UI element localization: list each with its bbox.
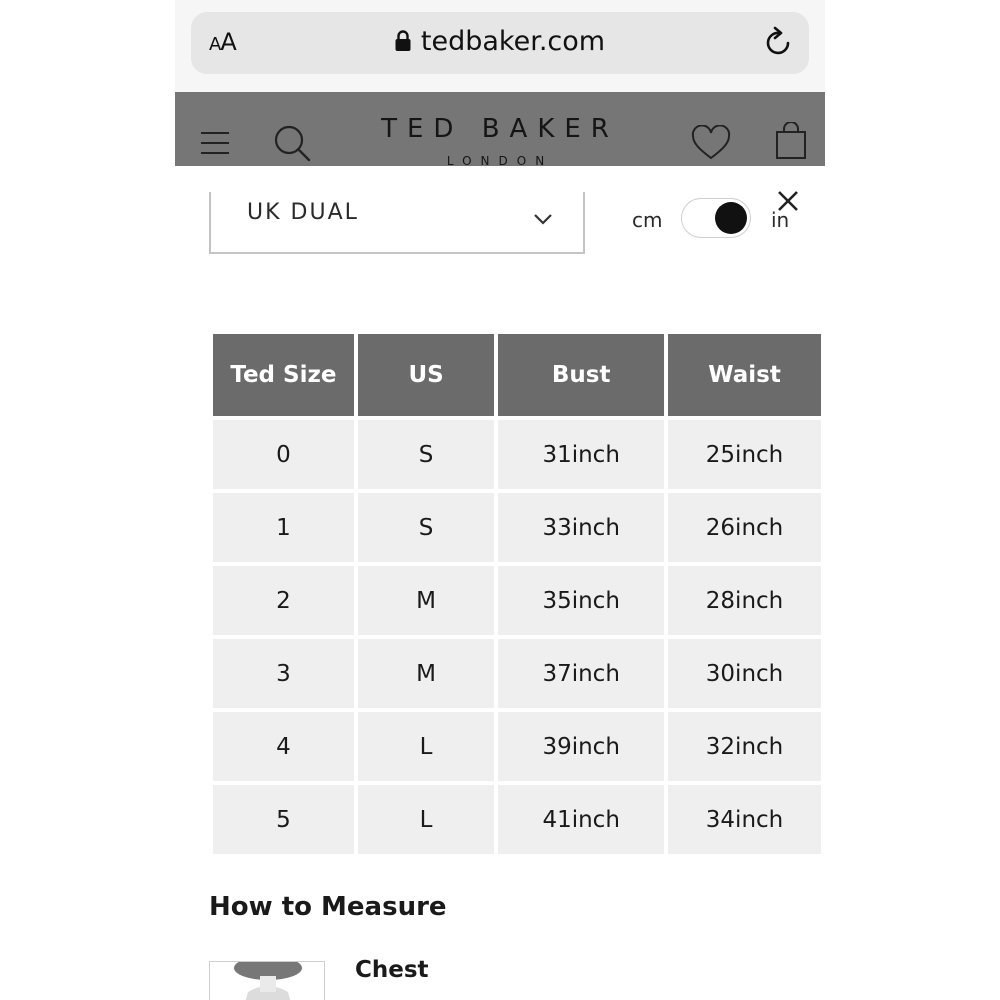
size-table-scroll[interactable] <box>209 330 821 860</box>
url-display[interactable] <box>191 26 809 57</box>
header-us: US <box>358 334 495 416</box>
table-row <box>213 785 821 854</box>
table-row <box>213 566 821 635</box>
table-row <box>213 493 821 562</box>
phone-viewport <box>175 0 825 1000</box>
unit-label-in: in <box>771 208 790 232</box>
cell-ted-size: 4 <box>213 712 354 781</box>
header-bust: Bust <box>498 334 664 416</box>
cell-bust: 37inch <box>498 639 664 708</box>
cell-bust: 41inch <box>498 785 664 854</box>
chest-label[interactable]: Chest <box>355 957 429 983</box>
brand-sub-logo: LONDON <box>446 154 554 166</box>
cell-ted-size: 1 <box>213 493 354 562</box>
table-row <box>213 712 821 781</box>
lock-icon <box>395 30 411 52</box>
bag-icon[interactable] <box>775 122 807 160</box>
cell-waist: 26inch <box>668 493 821 562</box>
unit-toggle[interactable] <box>681 198 751 238</box>
table-row <box>213 420 821 489</box>
cell-bust: 33inch <box>498 493 664 562</box>
cell-us: L <box>358 712 495 781</box>
figure-illustration <box>210 962 325 1000</box>
cell-ted-size: 2 <box>213 566 354 635</box>
cell-waist: 25inch <box>668 420 821 489</box>
cell-us: S <box>358 420 495 489</box>
cell-waist: 34inch <box>668 785 821 854</box>
reload-icon[interactable] <box>763 26 795 58</box>
aa-small-glyph: A <box>209 34 221 55</box>
table-header-row <box>213 334 821 416</box>
wishlist-icon[interactable] <box>691 125 731 161</box>
cell-waist: 28inch <box>668 566 821 635</box>
cell-ted-size: 5 <box>213 785 354 854</box>
site-header <box>175 92 825 166</box>
cell-ted-size: 0 <box>213 420 354 489</box>
unit-toggle-knob <box>715 202 747 234</box>
cell-waist: 32inch <box>668 712 821 781</box>
cell-bust: 31inch <box>498 420 664 489</box>
size-system-value: UK DUAL <box>247 200 359 225</box>
size-table <box>209 330 821 858</box>
aa-large-glyph: A <box>220 28 236 56</box>
cell-us: S <box>358 493 495 562</box>
table-row <box>213 639 821 708</box>
brand-logo[interactable]: TED BAKER <box>381 114 619 144</box>
size-system-select[interactable] <box>209 192 585 254</box>
header-ted-size: Ted Size <box>213 334 354 416</box>
cell-us: M <box>358 639 495 708</box>
url-text: tedbaker.com <box>420 26 606 57</box>
chest-measure-image <box>209 961 325 1000</box>
unit-label-cm: cm <box>632 208 663 232</box>
address-bar[interactable] <box>191 12 809 74</box>
how-to-measure-heading: How to Measure <box>209 892 447 922</box>
header-waist: Waist <box>668 334 821 416</box>
cell-us: L <box>358 785 495 854</box>
chevron-down-icon <box>533 212 553 226</box>
cell-bust: 35inch <box>498 566 664 635</box>
cell-us: M <box>358 566 495 635</box>
cell-bust: 39inch <box>498 712 664 781</box>
browser-toolbar <box>175 0 825 92</box>
cell-ted-size: 3 <box>213 639 354 708</box>
cell-waist: 30inch <box>668 639 821 708</box>
close-icon[interactable] <box>777 190 799 212</box>
